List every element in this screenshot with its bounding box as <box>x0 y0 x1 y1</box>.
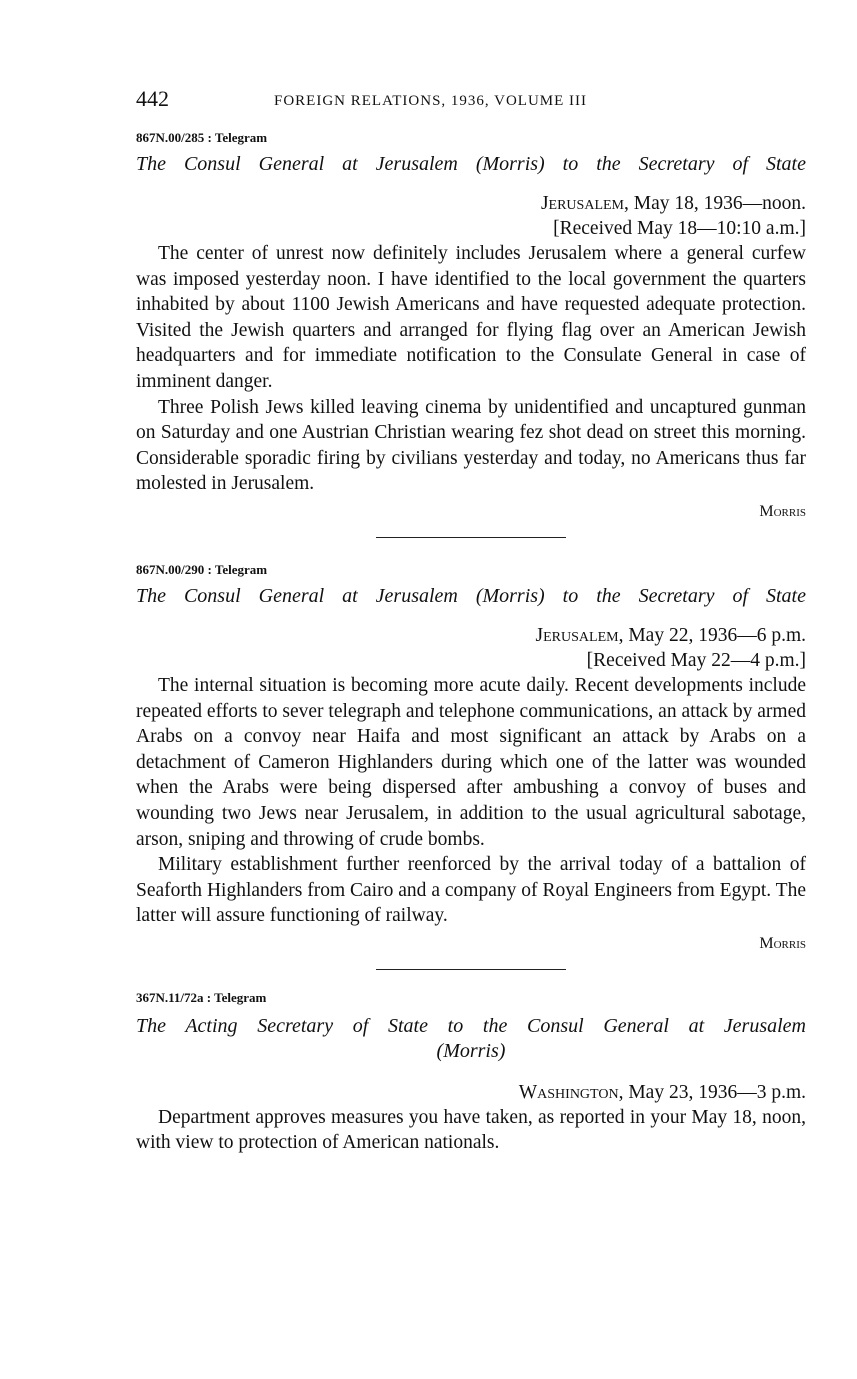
signature: Morris <box>759 934 806 952</box>
document-heading: The Acting Secretary of State to the Consul General at Jerusalem <box>136 1014 806 1037</box>
dateline-place: Jerusalem <box>535 624 619 646</box>
document-id: 367N.11/72a : Telegram <box>136 989 267 1005</box>
paragraph: Department approves measures you have taken, as reported in your May 18, noon, with view to protection of American nationals. <box>136 1106 806 1154</box>
telegram-body <box>136 1105 806 1156</box>
received-line: [Received May 22—4 p.m.] <box>586 649 806 671</box>
dateline-date: , May 18, 1936—noon. <box>624 193 806 214</box>
dateline-place: Jerusalem <box>540 193 624 214</box>
running-title: FOREIGN RELATIONS, 1936, VOLUME III <box>274 93 588 109</box>
dateline <box>136 1080 806 1105</box>
document-heading-addressee: (Morris) <box>436 1039 506 1062</box>
dateline-date: , May 23, 1936—3 p.m. <box>618 1081 806 1103</box>
page-number: 442 <box>136 86 169 111</box>
dateline-date: , May 22, 1936—6 p.m. <box>618 624 806 646</box>
dateline <box>136 191 806 216</box>
received-line: [Received May 18—10:10 a.m.] <box>553 218 806 239</box>
running-header <box>136 86 806 116</box>
document-heading: The Consul General at Jerusalem (Morris) to the Secretary of State <box>136 584 806 607</box>
paragraph: The internal situation is becoming more acute daily. Recent developments include repeated efforts to sever telegraph and telephone communications, an attack by armed Arabs on a convoy near Haifa and most significant an attack by Arabs on a detachment of Cameron Highlanders during which one of the latter was wounded when the Arabs were being dispersed after ambushing a convoy of buses and wounding two Jews near Jerusalem, in addition to the usual agricultural sabotage, arson, sniping and throwing of crude bombs. <box>136 674 806 850</box>
paragraph: Three Polish Jews killed leaving cinema by unidentified and uncaptured gunman on Saturday and one Austrian Christian wearing fez shot dead on street this morning. Considerable sporadic firing by civilians yesterday and today, no Americans thus far molested in Jerusalem. <box>136 396 806 495</box>
dateline <box>136 623 806 648</box>
telegram-3 <box>136 990 806 1156</box>
document-id: 867N.00/290 : Telegram <box>136 561 268 577</box>
document-page <box>136 86 806 1156</box>
document-heading: The Consul General at Jerusalem (Morris) to the Secretary of State <box>136 153 806 175</box>
dateline-place: Washington <box>518 1081 619 1103</box>
section-divider <box>376 969 566 970</box>
paragraph: The center of unrest now definitely includes Jerusalem where a general curfew was imposed yesterday noon. I have identified to the local government the quarters inhabited by about 1100 Jewish Americans and have requested adequate protection. Visited the Jewish quarters and arranged for flying flag over an American Jewish headquarters and for immediate notification to the Consulate General in case of imminent danger. <box>136 243 806 392</box>
signature: Morris <box>759 502 806 520</box>
document-id: 867N.00/285 : Telegram <box>136 130 268 145</box>
telegram-body <box>136 241 806 497</box>
telegram-1 <box>136 130 806 521</box>
paragraph: Military establishment further reenforced by the arrival today of a battalion of Seaforth Highlanders from Cairo and a company of Royal Engineers from Egypt. The latter will assure functioning of railway. <box>136 854 806 927</box>
section-divider <box>376 537 566 538</box>
telegram-body <box>136 673 806 929</box>
telegram-2 <box>136 562 806 953</box>
